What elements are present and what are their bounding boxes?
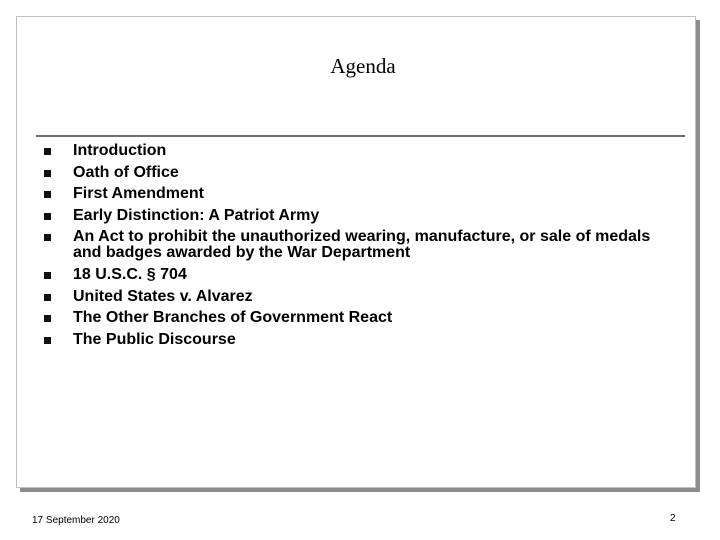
list-item-label: 18 U.S.C. § 704 — [73, 265, 187, 283]
list-item — [42, 143, 672, 159]
title-divider — [36, 135, 685, 137]
list-item-label: Introduction — [73, 142, 167, 159]
list-item — [42, 229, 672, 261]
square-bullet-icon — [44, 294, 51, 301]
page-number: 2 — [670, 513, 676, 524]
footer-date: 17 September 2020 — [32, 515, 120, 526]
list-item — [42, 310, 672, 326]
list-item — [42, 267, 672, 283]
list-item-label: United States v. Alvarez — [73, 287, 253, 305]
frame-shadow-right — [696, 20, 700, 490]
square-bullet-icon — [44, 213, 51, 220]
list-item — [42, 289, 672, 305]
square-bullet-icon — [44, 272, 51, 279]
list-item-label: The Other Branches of Government React — [73, 309, 393, 327]
list-item — [42, 208, 672, 224]
square-bullet-icon — [44, 315, 51, 322]
list-item-label: An Act to prohibit the unauthorized wearing, manufacture, or sale of medals and badges awarded by the War Department — [73, 228, 651, 262]
list-item-label: First Amendment — [73, 185, 204, 203]
square-bullet-icon — [44, 337, 51, 344]
square-bullet-icon — [44, 170, 51, 177]
slide-title: Agenda — [330, 54, 396, 78]
frame-shadow-bottom — [20, 488, 700, 492]
list-item — [42, 165, 672, 181]
square-bullet-icon — [44, 191, 51, 198]
list-item-label: Early Distinction: A Patriot Army — [73, 206, 320, 224]
square-bullet-icon — [44, 234, 51, 241]
list-item-label: The Public Discourse — [73, 330, 236, 348]
list-item-label: Oath of Office — [73, 163, 179, 181]
agenda-list — [42, 139, 672, 348]
square-bullet-icon — [44, 148, 51, 155]
list-item — [42, 332, 672, 348]
list-item — [42, 186, 672, 202]
